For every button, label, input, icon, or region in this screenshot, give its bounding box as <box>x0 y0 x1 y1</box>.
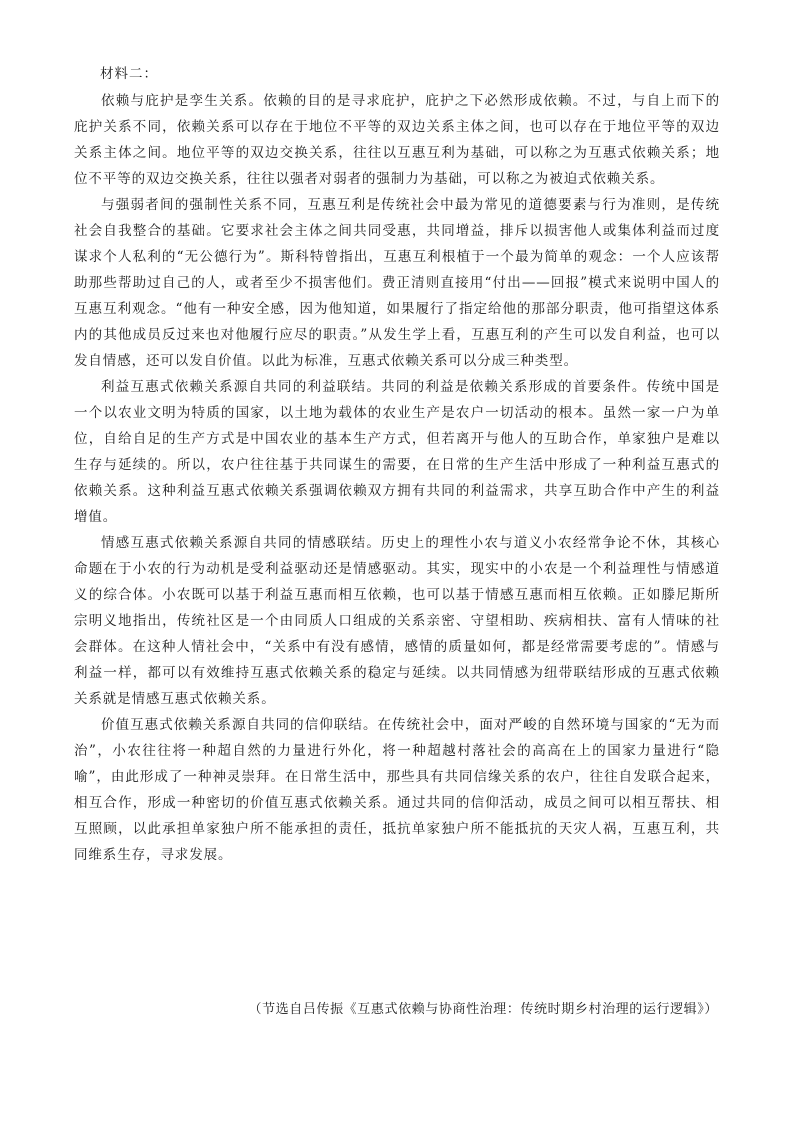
paragraph: 情感互惠式依赖关系源自共同的情感联结。历史上的理性小农与道义小农经常争论不休，其核心命题在于小农的行为动机是受利益驱动还是情感驱动。其实，现实中的小农是一个利益理性与情感道义的综合体。小农既可以基于利益互惠而相互依赖，也可以基于情感互惠而相互依赖。正如滕尼斯所宗明义地指出，传统社区是一个由同质人口组成的关系亲密、守望相助、疾病相扶、富有人情味的社会群体。在这种人情社会中，“关系中有没有感情，感情的质量如何，都是经常需要考虑的”。情感与利益一样，都可以有效维持互惠式依赖关系的稳定与延续。以共同情感为纽带联结形成的互惠式依赖关系就是情感互惠式依赖关系。 <box>74 535 720 707</box>
article-body <box>74 88 720 868</box>
material-heading: 材料二： <box>100 66 158 82</box>
paragraph: 依赖与庇护是孪生关系。依赖的目的是寻求庇护，庇护之下必然形成依赖。不过，与自上而下的庇护关系不同，依赖关系可以存在于地位不平等的双边关系主体之间，也可以存在于地位平等的双边关系主体之间。地位平等的双边交换关系，往往以互惠互利为基础，可以称之为互惠式依赖关系；地位不平等的双边交换关系，往往以强者对弱者的强制力为基础，可以称之为被迫式依赖关系。 <box>74 93 720 187</box>
paragraph: 与强弱者间的强制性关系不同，互惠互利是传统社会中最为常见的道德要素与行为准则，是传统社会自我整合的基础。它要求社会主体之间共同受惠，共同增益，排斥以损害他人或集体利益而过度谋求个人私利的“无公德行为”。斯科特曾指出，互惠互利根植于一个最为简单的观念：一个人应该帮助那些帮助过自己的人，或者至少不损害他们。费正清则直接用“付出——回报”模式来说明中国人的互惠互利观念。“他有一种安全感，因为他知道，如果履行了指定给他的那部分职责，他可指望这体系内的其他成员反过来也对他履行应尽的职责。”从发生学上看，互惠互利的产生可以发自利益，也可以发自情感，还可以发自价值。以此为标准，互惠式依赖关系可以分成三种类型。 <box>74 197 720 369</box>
paragraph: 利益互惠式依赖关系源自共同的利益联结。共同的利益是依赖关系形成的首要条件。传统中国是一个以农业文明为特质的国家，以土地为载体的农业生产是农户一切活动的根本。虽然一家一户为单位，自给自足的生产方式是中国农业的基本生产方式，但若离开与他人的互助合作，单家独户是难以生存与延续的。所以，农户往往基于共同谋生的需要，在日常的生产生活中形成了一种利益互惠式的依赖关系。这种利益互惠式依赖关系强调依赖双方拥有共同的利益需求，共享互助合作中产生的利益增值。 <box>74 379 720 525</box>
paragraph: 价值互惠式依赖关系源自共同的信仰联结。在传统社会中，面对严峻的自然环境与国家的“无为而治”，小农往往将一种超自然的力量进行外化，将一种超越村落社会的高高在上的国家力量进行“隐喻”，由此形成了一种神灵崇拜。在日常生活中，那些具有共同信缘关系的农户，往往自发联合起来，相互合作，形成一种密切的价值互惠式依赖关系。通过共同的信仰活动，成员之间可以相互帮扶、相互照顾，以此承担单家独户所不能承担的责任，抵抗单家独户所不能抵抗的天灾人祸，互惠互利，共同维系生存，寻求发展。 <box>74 717 720 863</box>
source-citation: （节选自吕传振《互惠式依赖与协商性治理：传统时期乡村治理的运行逻辑》） <box>248 1002 718 1017</box>
